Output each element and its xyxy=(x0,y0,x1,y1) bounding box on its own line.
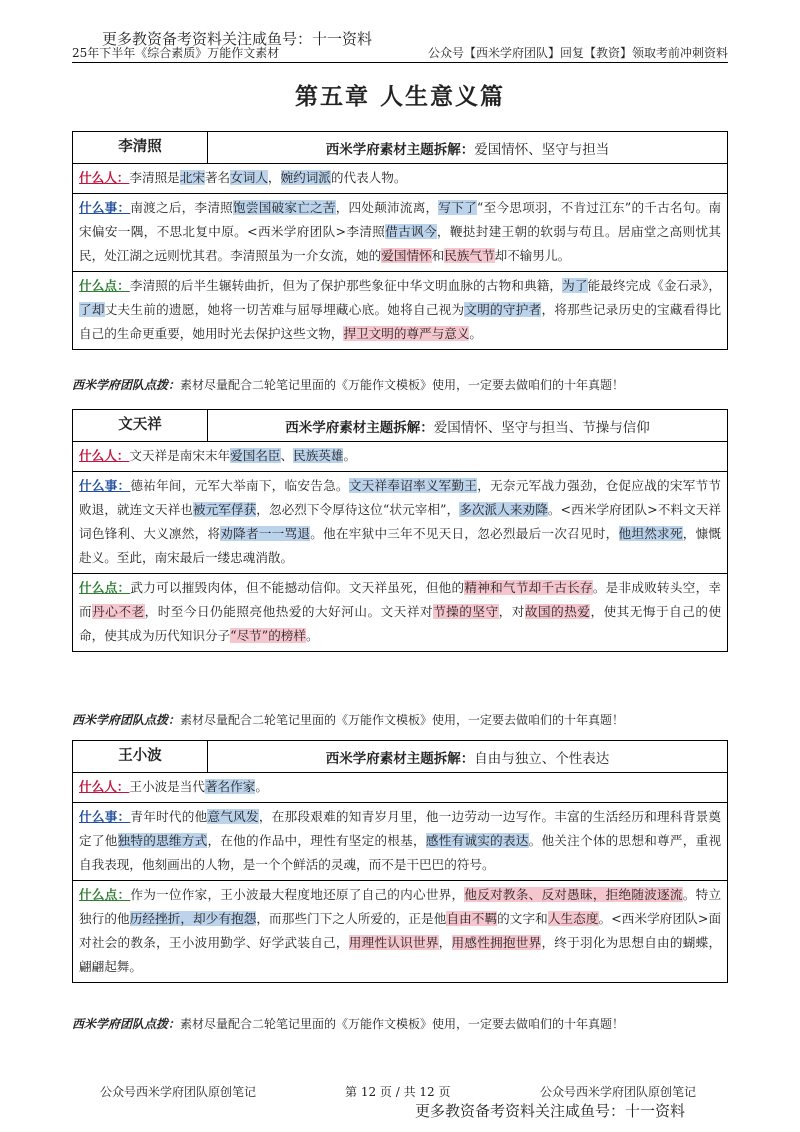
highlight-blue: 文天祥奉诏率义军勤王 xyxy=(348,478,478,493)
what-label: 什么事： xyxy=(79,809,131,824)
who-label: 什么人： xyxy=(79,170,130,185)
point-row xyxy=(73,574,727,651)
highlight-pink: 自由不羁 xyxy=(446,911,498,926)
tip-prefix: 西米学府团队点拨： xyxy=(72,713,181,727)
who-text xyxy=(129,779,268,794)
point-text xyxy=(79,887,721,974)
highlight-blue: 独特的思维方式 xyxy=(117,833,208,848)
text-segment: 。 xyxy=(469,326,482,341)
point-text xyxy=(79,580,721,643)
text-segment: ，慷慨赴义。至此，南宋最后一缕忠魂消散。 xyxy=(79,526,722,565)
header-promo: 更多教资备考资料关注咸鱼号：十一资料 xyxy=(102,30,373,48)
highlight-blue: 借古讽今 xyxy=(385,224,437,239)
theme-prefix: 西米学府素材主题拆解： xyxy=(325,141,475,158)
text-segment: 。特立独行的他 xyxy=(79,887,722,926)
who-row xyxy=(73,773,727,803)
highlight-blue: 他坦然求死 xyxy=(618,526,683,541)
text-segment: 。<西米学府团队>不料文天祥词色锋利、大义凛然，将 xyxy=(79,502,721,541)
highlight-blue: 北宋 xyxy=(179,170,205,185)
section-theme xyxy=(208,747,727,767)
what-row xyxy=(73,803,727,881)
text-segment: 王小波是当代 xyxy=(129,779,205,794)
text-segment: 的文字和 xyxy=(497,911,548,926)
section-header xyxy=(73,132,727,164)
who-text xyxy=(129,448,356,463)
what-text xyxy=(79,809,721,872)
text-segment: 。<西米学府团队>面对社会的教条，王小波用勤学、好学武装自己， xyxy=(79,911,722,950)
highlight-pink: 用感性拥抱世界 xyxy=(451,935,542,950)
highlight-pink: 民族气节 xyxy=(444,248,495,263)
highlight-blue: 著名作家 xyxy=(204,779,256,794)
highlight-blue: 历经挫折，却少有抱怨 xyxy=(129,911,257,926)
footer-page-number: 第 12 页 / 共 12 页 xyxy=(345,1085,451,1099)
chapter-title: 第五章 人生意义篇 xyxy=(294,84,505,110)
footer-promo: 更多教资备考资料关注咸鱼号：十一资料 xyxy=(415,1102,686,1120)
text-segment: ，使其无悔于自己的使命，使其成为历代知识分子 xyxy=(79,604,722,643)
text-segment: ，四处颠沛流离， xyxy=(335,200,439,215)
text-segment: 。 xyxy=(255,779,268,794)
team-tip xyxy=(72,1015,624,1032)
highlight-pink: “尽节”的榜样 xyxy=(230,628,306,643)
text-segment: 却不输男儿。 xyxy=(494,248,571,263)
text-segment: 武力可以摧毁肉体，但不能撼动信仰。文天祥虽死，但他的 xyxy=(130,580,465,595)
tip-text: 素材尽量配合二轮笔记里面的《万能作文模板》使用，一定要去做咱们的十年真题！ xyxy=(180,713,625,727)
highlight-blue: 女词人 xyxy=(230,170,268,185)
text-segment: 。 xyxy=(343,448,357,463)
team-tip xyxy=(72,376,624,393)
page-header xyxy=(72,30,728,63)
highlight-pink: 精神和气节却千古长存 xyxy=(464,580,593,595)
section-theme xyxy=(208,138,727,158)
section-person-name: 王小波 xyxy=(73,741,208,772)
text-segment: 和 xyxy=(431,248,445,263)
theme-prefix: 西米学府素材主题拆解： xyxy=(285,419,434,436)
point-text xyxy=(79,278,721,341)
point-label: 什么点： xyxy=(79,887,131,902)
highlight-blue: 婉约词派 xyxy=(280,170,331,185)
text-segment: ， xyxy=(438,935,452,950)
text-segment: ，而那些门下之人所爱的，正是他 xyxy=(256,911,447,926)
tip-text: 素材尽量配合二轮笔记里面的《万能作文模板》使用，一定要去做咱们的十年真题！ xyxy=(180,1017,625,1031)
highlight-blue: 为了 xyxy=(562,278,588,293)
highlight-blue: 写下了 xyxy=(438,200,477,215)
highlight-pink: 爱国情怀 xyxy=(381,248,432,263)
text-segment: 。他关注个体的思想和尊严，重视自我表现，他刻画出的人物，是一个个鲜活的灵魂，而不是干巴巴的符号。 xyxy=(79,833,722,872)
who-text xyxy=(129,170,406,185)
text-segment: ，无奈元军战力强劲，仓促应战的宋军节节败退，就连文天祥也 xyxy=(79,478,722,517)
point-label: 什么点： xyxy=(79,580,131,595)
highlight-pink: 他反对教条、反对愚昧，拒绝随波逐流 xyxy=(464,887,683,902)
tip-text: 素材尽量配合二轮笔记里面的《万能作文模板》使用，一定要去做咱们的十年真题！ xyxy=(180,378,625,392)
section-header xyxy=(73,410,727,442)
theme-prefix: 西米学府素材主题拆解： xyxy=(325,750,475,767)
what-text xyxy=(79,200,721,263)
theme-text: 自由与独立、个性表达 xyxy=(474,750,610,767)
highlight-blue: 爱国名臣 xyxy=(230,448,281,463)
header-wechat-promo: 公众号【西米学府团队】回复【教资】领取考前冲刺资料 xyxy=(427,46,728,60)
who-label: 什么人： xyxy=(79,448,130,463)
section-person-name: 文天祥 xyxy=(73,410,208,441)
section-person-name: 李清照 xyxy=(73,132,208,163)
what-label: 什么事： xyxy=(79,200,131,215)
text-segment: 、 xyxy=(280,448,294,463)
material-section-wangxiaobo xyxy=(72,740,728,983)
highlight-blue: 了却 xyxy=(79,302,105,317)
text-segment: 李清照是 xyxy=(129,170,180,185)
text-segment: ，在那段艰难的知青岁月里，他一边劳动一边写作。丰富的生活经历和理科背景奠定了他 xyxy=(79,809,722,848)
footer-left: 公众号西米学府团队原创笔记 xyxy=(100,1085,257,1099)
theme-text: 爱国情怀、坚守与担当、节操与信仰 xyxy=(433,419,650,436)
highlight-pink: 故国的热爱 xyxy=(524,604,591,619)
section-header xyxy=(73,741,727,773)
text-segment: 。 xyxy=(305,628,319,643)
material-section-liqingzhao xyxy=(72,131,728,350)
what-row xyxy=(73,472,727,574)
header-doc-title: 25年下半年《综合素质》万能作文素材 xyxy=(72,46,280,60)
who-label: 什么人： xyxy=(79,779,130,794)
highlight-pink: 丹心不老 xyxy=(92,604,145,619)
material-section-wentianxiang xyxy=(72,409,728,652)
section-theme xyxy=(208,416,727,436)
text-segment: 。他在牢狱中三年不见天日，忽必烈最后一次召见时， xyxy=(310,526,619,541)
text-segment: 青年时代的他 xyxy=(130,809,208,824)
point-row xyxy=(73,272,727,349)
highlight-blue: 意气风发 xyxy=(207,809,259,824)
who-row xyxy=(73,164,727,194)
what-row xyxy=(73,194,727,272)
tip-prefix: 西米学府团队点拨： xyxy=(72,1017,181,1031)
point-label: 什么点： xyxy=(79,278,130,293)
theme-text: 爱国情怀、坚守与担当 xyxy=(474,141,610,158)
highlight-blue: 文明的守护者 xyxy=(464,302,542,317)
highlight-blue: 饱尝国破家亡之苦 xyxy=(233,200,336,215)
highlight-pink: 捍卫文明的尊严与意义 xyxy=(343,326,470,341)
highlight-pink: 节操的坚守 xyxy=(433,604,499,619)
text-segment: ，终于羽化为思想自由的蝴蝶，翩翩起舞。 xyxy=(79,935,722,974)
text-segment: ，时至今日仍能照亮他热爱的大好河山。文天祥对 xyxy=(144,604,434,619)
text-segment: 丈夫生前的遗愿，她将一切苦难与屈辱埋藏心底。她将自己视为 xyxy=(104,302,465,317)
text-segment: 李清照的后半生辗转曲折，但为了保护那些象征中华文明血脉的古物和典籍， xyxy=(129,278,563,293)
highlight-pink: 用理性认识世界 xyxy=(348,935,439,950)
text-segment: ，忽必烈下令厚待这位“状元宰相”， xyxy=(256,502,460,517)
what-label: 什么事： xyxy=(79,478,131,493)
text-segment: 南渡之后，李清照 xyxy=(130,200,234,215)
footer-right: 公众号西米学府团队原创笔记 xyxy=(540,1085,697,1099)
text-segment: 。是非成败转头空，幸而 xyxy=(79,580,722,619)
text-segment: ，在他的作品中，理性有坚定的根基， xyxy=(207,833,426,848)
what-text xyxy=(79,478,721,565)
text-segment: ，对 xyxy=(498,604,525,619)
highlight-blue: 感性有诚实的表达 xyxy=(425,833,529,848)
highlight-blue: 民族英雄 xyxy=(293,448,344,463)
text-segment: 作为一位作家，王小波最大程度地还原了自己的内心世界， xyxy=(130,887,465,902)
text-segment: “至今思项羽，不肯过江东”的千古名句。南宋偏安一隅，不思北复中原。<西米学府团队>李清照 xyxy=(79,200,722,239)
text-segment: 能最终完成《金石录》， xyxy=(587,278,722,293)
text-segment: 德祐年间，元军大举南下，临安告急。 xyxy=(130,478,349,493)
highlight-blue: 被元军俘获 xyxy=(192,502,257,517)
who-row xyxy=(73,442,727,472)
highlight-blue: 劝降者一一骂退 xyxy=(220,526,311,541)
text-segment: ， xyxy=(267,170,281,185)
text-segment: ，将那些记录历史的宝藏看得比自己的生命更重要，她用时光去保护这些文物， xyxy=(79,302,722,341)
text-segment: 的代表人物。 xyxy=(330,170,407,185)
text-segment: 著名 xyxy=(204,170,231,185)
tip-prefix: 西米学府团队点拨： xyxy=(72,378,181,392)
highlight-pink: 人生态度 xyxy=(547,911,599,926)
team-tip xyxy=(72,711,624,728)
text-segment: ，鞭挞封建王朝的软弱与苟且。居庙堂之高则忧其民，处江湖之远则忧其君。李清照虽为一介女流，她的 xyxy=(79,224,722,263)
highlight-blue: 多次派人来劝降 xyxy=(459,502,548,517)
text-segment: 文天祥是南宋末年 xyxy=(129,448,231,463)
point-row xyxy=(73,881,727,982)
